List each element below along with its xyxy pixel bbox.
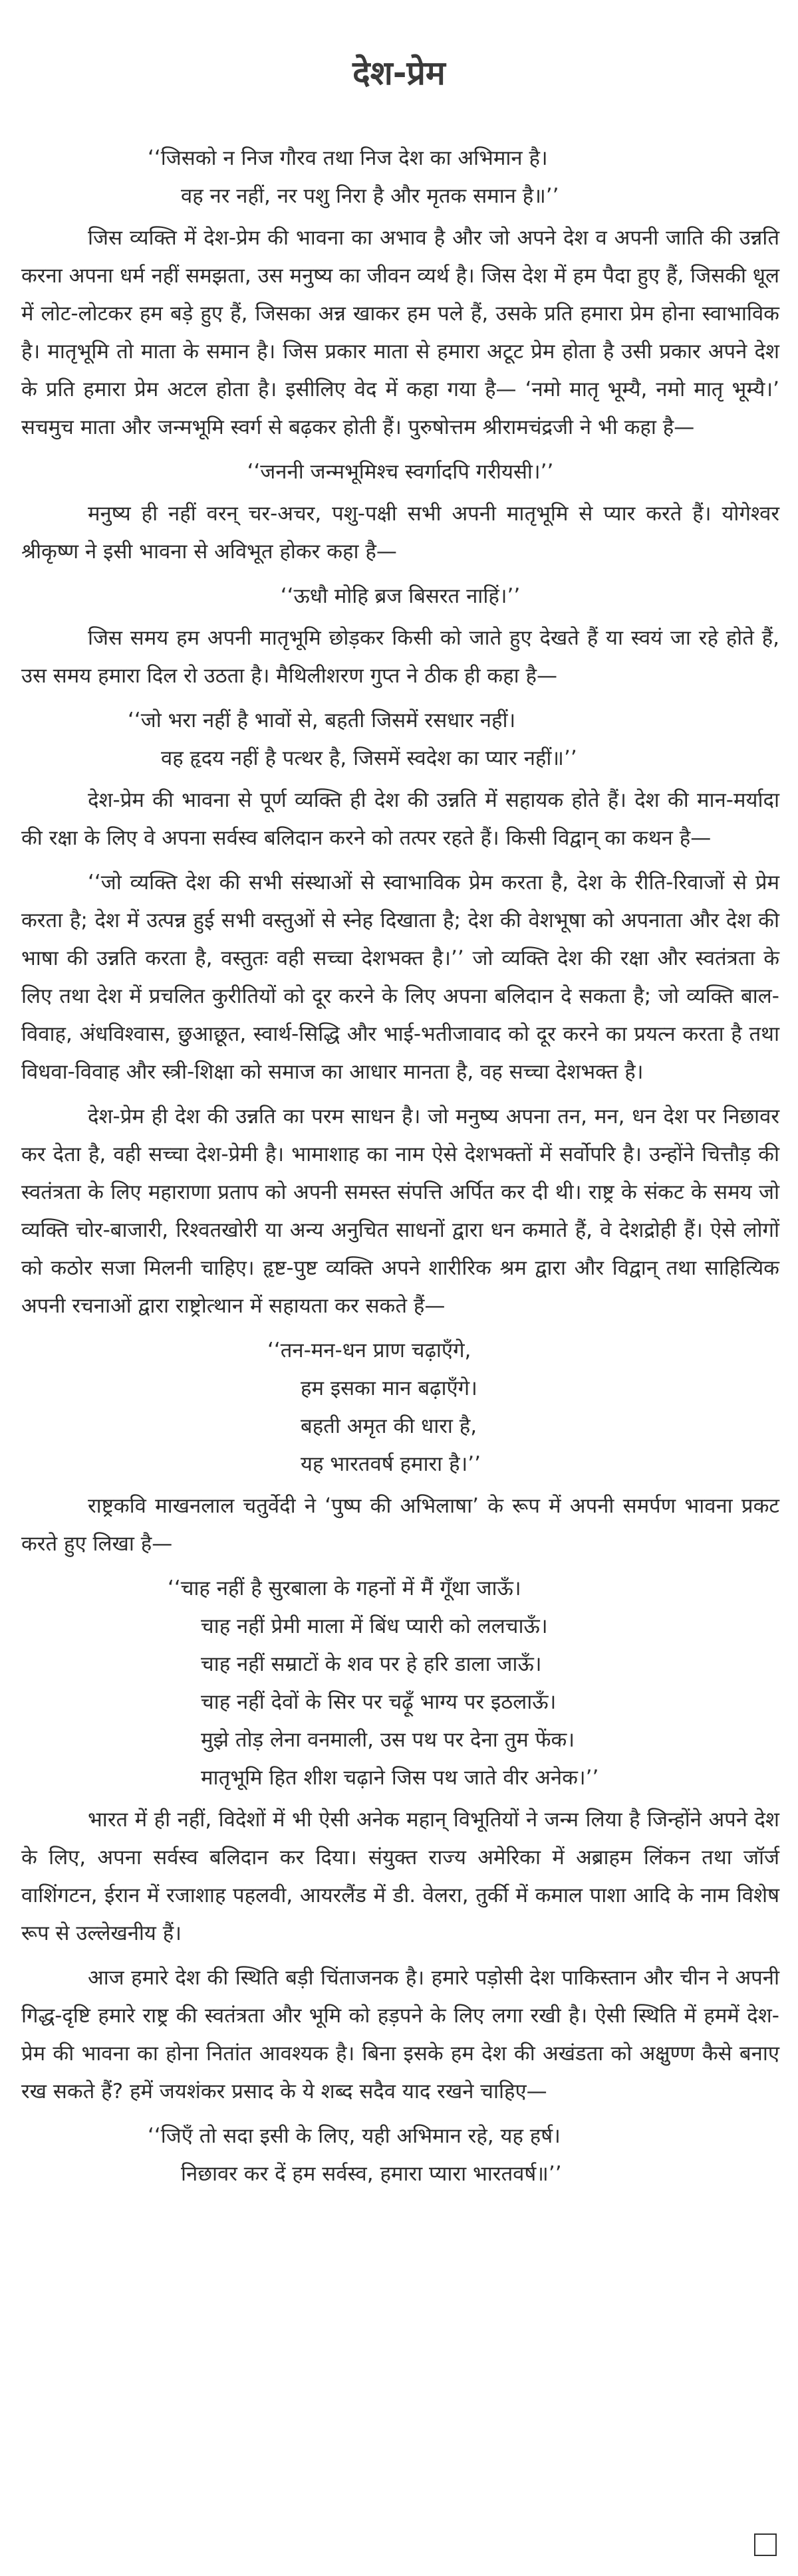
paragraph: राष्ट्रकवि माखनलाल चतुर्वेदी ने ‘पुष्प की अभिलाषा’ के रूप में अपनी समर्पण भावना प्रकट करते हुए लिखा है—: [21, 1494, 779, 1556]
verse-line: वह हृदय नहीं है पत्थर है, जिसमें स्वदेश का प्यार नहीं॥’’: [161, 746, 577, 770]
quote-verse: [21, 578, 779, 615]
verse-line: ‘‘जो भरा नहीं है भावों से, बहती जिसमें रसधार नहीं।: [128, 708, 516, 732]
verse-line: चाह नहीं सम्राटों के शव पर हे हरि डाला जाऊँ।: [201, 1652, 542, 1676]
verse-line: ‘‘जिसको न निज गौरव तथा निज देश का अभिमान है।: [148, 146, 548, 170]
verse-line: चाह नहीं देवों के सिर पर चढ़ूँ भाग्य पर इठलाऊँ।: [201, 1690, 557, 1714]
verse-line: हम इसका मान बढ़ाएँगे।: [301, 1376, 477, 1400]
paragraph: जिस व्यक्ति में देश-प्रेम की भावना का अभाव है और जो अपने देश व अपनी जाति की उन्नति करना अपना धर्म नहीं समझता, उस मनुष्य का जीवन व्यर्थ है। जिस देश में हम पैदा हुए हैं, जिसकी धूल में लोट-लोटकर हम बड़े हुए हैं, जिसका अन्न खाकर हम पले हैं, उसके प्रति हमारा प्रेम होना स्वाभाविक है। मातृभूमि तो माता के समान है। जिस प्रकार माता से हमारा अटूट प्रेम होता है उसी प्रकार अपने देश के प्रति हमारा प्रेम अटल होता है। इसीलिए वेद में कहा गया है— ‘नमो मातृ भूम्यै, नमो मातृ भूम्यै।’ सचमुच माता और जन्मभूमि स्वर्ग से बढ़कर होती हैं। पुरुषोत्तम श्रीरामचंद्रजी ने भी कहा है—: [21, 226, 779, 439]
end-of-article-box-icon: [754, 2533, 777, 2556]
verse-line: ‘‘जिएँ तो सदा इसी के लिए, यही अभिमान रहे, यह हर्ष।: [148, 2124, 561, 2148]
paragraph: देश-प्रेम की भावना से पूर्ण व्यक्ति ही देश की उन्नति में सहायक होते हैं। देश की मान-मर्यादा की रक्षा के लिए वे अपना सर्वस्व बलिदान करने को तत्पर रहते हैं। किसी विद्वान् का कथन है—: [21, 788, 779, 850]
paragraph: आज हमारे देश की स्थिति बड़ी चिंताजनक है। हमारे पड़ोसी देश पाकिस्तान और चीन ने अपनी गिद्ध-दृष्टि हमारे राष्ट्र की स्वतंत्रता और भूमि को हड़पने के लिए लगा रखी है। ऐसी स्थिति में हममें देश-प्रेम की भावना का होना नितांत आवश्यक है। बिना इसके हम देश की अखंडता को अक्षुण्ण कैसे बनाए रख सकते हैं? हमें जयशंकर प्रसाद के ये शब्द सदैव याद रखने चाहिए—: [21, 1966, 779, 2103]
verse-line: ‘‘चाह नहीं है सुरबाला के गहनों में मैं गूँथा जाऊँ।: [168, 1576, 521, 1600]
verse-line: मुझे तोड़ लेना वनमाली, उस पथ पर देना तुम फेंक।: [201, 1728, 575, 1752]
verse-line: वह नर नहीं, नर पशु निरा है और मृतक समान है॥’’: [181, 184, 559, 208]
verse-line: यह भारतवर्ष हमारा है।’’: [301, 1452, 481, 1476]
verse-line: बहती अमृत की धारा है,: [301, 1414, 477, 1438]
paragraph: जिस समय हम अपनी मातृभूमि छोड़कर किसी को जाते हुए देखते हैं या स्वयं जा रहे होते हैं, उस समय हमारा दिल रो उठता है। मैथिलीशरण गुप्त ने ठीक ही कहा है—: [21, 626, 779, 688]
verse-line: ‘‘ऊधौ मोहि ब्रज बिसरत नाहिं।’’: [280, 584, 521, 608]
paragraph: मनुष्य ही नहीं वरन् चर-अचर, पशु-पक्षी सभी अपनी मातृभूमि से प्यार करते हैं। योगेश्वर श्रीकृष्ण ने इसी भावना से अविभूत होकर कहा है—: [21, 502, 779, 564]
essay-body: [21, 140, 779, 2197]
quote-verse: [21, 1332, 779, 1483]
quote-verse: [21, 453, 779, 491]
opening-verse: [21, 140, 779, 215]
closing-verse: [21, 2117, 779, 2193]
verse-line: चाह नहीं प्रेमी माला में बिंध प्यारी को ललचाऊँ।: [201, 1614, 548, 1638]
paragraph: भारत में ही नहीं, विदेशों में भी ऐसी अनेक महान् विभूतियों ने जन्म लिया है जिन्होंने अपने देश के लिए, अपना सर्वस्व बलिदान कर दिया। संयुक्त राज्य अमेरिका में अब्राहम लिंकन तथा जॉर्ज वाशिंगटन, ईरान में रजाशाह पहलवी, आयरलैंड में डी. वेलरा, तुर्की में कमाल पाशा आदि के नाम विशेष रूप से उल्लेखनीय हैं।: [21, 1808, 779, 1945]
verse-line: मातृभूमि हित शीश चढ़ाने जिस पथ जाते वीर अनेक।’’: [201, 1766, 599, 1790]
page-title: देश-प्रेम: [352, 54, 446, 92]
quote-verse: [21, 1570, 779, 1797]
verse-line: निछावर कर दें हम सर्वस्व, हमारा प्यारा भारतवर्ष॥’’: [181, 2162, 562, 2186]
quote-verse: [21, 702, 779, 778]
paragraph: ‘‘जो व्यक्ति देश की सभी संस्थाओं से स्वाभाविक प्रेम करता है, देश के रीति-रिवाजों से प्रेम करता है; देश में उत्पन्न हुई सभी वस्तुओं से स्नेह दिखाता है; देश की वेशभूषा को अपनाता और देश की भाषा की उन्नति करता है, वस्तुतः वही सच्चा देशभक्त है।’’ जो व्यक्ति देश की रक्षा और स्वतंत्रता के लिए तथा देश में प्रचलित कुरीतियों को दूर करने के लिए अपना बलिदान दे सकता है; जो व्यक्ति बाल-विवाह, अंधविश्वास, छुआछूत, स्वार्थ-सिद्धि और भाई-भतीजावाद को दूर करने का प्रयत्न करता है तथा विधवा-विवाह और स्त्री-शिक्षा को समाज का आधार मानता है, वह सच्चा देशभक्त है।: [21, 871, 779, 1084]
verse-line: ‘‘जननी जन्मभूमिश्च स्वर्गादपि गरीयसी।’’: [247, 460, 554, 484]
paragraph: देश-प्रेम ही देश की उन्नति का परम साधन है। जो मनुष्य अपना तन, मन, धन देश पर निछावर कर देता है, वही सच्चा देश-प्रेमी है। भामाशाह का नाम ऐसे देशभक्तों में सर्वोपरि है। उन्होंने चित्तौड़ की स्वतंत्रता के लिए महाराणा प्रताप को अपनी समस्त संपत्ति अर्पित कर दी थी। राष्ट्र के संकट के समय जो व्यक्ति चोर-बाजारी, रिश्वतखोरी या अन्य अनुचित साधनों द्वारा धन कमाते हैं, वे देशद्रोही हैं। ऐसे लोगों को कठोर सजा मिलनी चाहिए। हृष्ट-पुष्ट व्यक्ति अपने शारीरिक श्रम द्वारा और विद्वान् तथा साहित्यिक अपनी रचनाओं द्वारा राष्ट्रोत्थान में सहायता कर सकते हैं—: [21, 1105, 779, 1318]
verse-line: ‘‘तन-मन-धन प्राण चढ़ाएँगे,: [267, 1339, 471, 1362]
